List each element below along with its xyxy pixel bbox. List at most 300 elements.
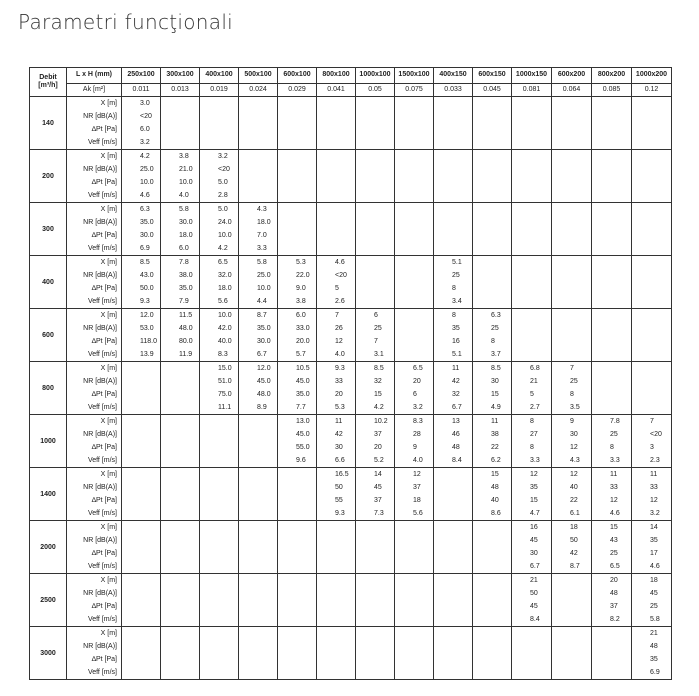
row-label: X [m] bbox=[100, 206, 117, 213]
row-labels bbox=[67, 362, 122, 415]
value-cell bbox=[552, 521, 592, 574]
row-label: Veff [m/s] bbox=[87, 457, 117, 464]
value-cell bbox=[356, 574, 395, 627]
cell-value: 46 bbox=[452, 431, 460, 438]
cell-value: 4.2 bbox=[374, 404, 384, 411]
cell-value: 10.0 bbox=[257, 285, 271, 292]
cell-value: 4.6 bbox=[140, 192, 150, 199]
value-cell bbox=[632, 97, 672, 150]
row-label: X [m] bbox=[100, 259, 117, 266]
cell-value: 48 bbox=[491, 484, 499, 491]
debit-label: Debit bbox=[39, 74, 57, 81]
cell-value: 9.3 bbox=[335, 510, 345, 517]
size-header: 800x200 bbox=[592, 68, 632, 84]
value-cell bbox=[434, 309, 473, 362]
cell-value: <20 bbox=[218, 166, 230, 173]
cell-value: 21 bbox=[530, 577, 538, 584]
cell-value: 4.6 bbox=[650, 563, 660, 570]
row-labels bbox=[67, 309, 122, 362]
value-cell bbox=[239, 627, 278, 680]
debit-value: 3000 bbox=[30, 627, 67, 680]
cell-value: 9.6 bbox=[296, 457, 306, 464]
row-labels bbox=[67, 627, 122, 680]
cell-value: 21 bbox=[650, 630, 658, 637]
cell-value: 4.0 bbox=[413, 457, 423, 464]
cell-value: 12.0 bbox=[140, 312, 154, 319]
cell-value: 25 bbox=[491, 325, 499, 332]
cell-value: 35 bbox=[530, 484, 538, 491]
value-cell bbox=[473, 627, 512, 680]
cell-value: 48 bbox=[650, 643, 658, 650]
cell-value: 5.1 bbox=[452, 351, 462, 358]
row-label: Veff [m/s] bbox=[87, 298, 117, 305]
value-cell bbox=[356, 415, 395, 468]
cell-value: 2.8 bbox=[218, 192, 228, 199]
cell-value: 6.2 bbox=[491, 457, 501, 464]
value-cell bbox=[632, 256, 672, 309]
row-label: NR [dB(A)] bbox=[83, 378, 117, 385]
value-cell bbox=[317, 627, 356, 680]
cell-value: 7 bbox=[335, 312, 339, 319]
cell-value: 22.0 bbox=[296, 272, 310, 279]
value-cell bbox=[200, 415, 239, 468]
value-cell bbox=[200, 256, 239, 309]
ak-value: 0.045 bbox=[473, 83, 512, 96]
cell-value: 10.0 bbox=[140, 179, 154, 186]
value-cell bbox=[473, 203, 512, 256]
table-row bbox=[30, 256, 672, 309]
cell-value: 32 bbox=[374, 378, 382, 385]
cell-value: 48 bbox=[452, 444, 460, 451]
cell-value: 80.0 bbox=[179, 338, 193, 345]
cell-value: 9 bbox=[570, 418, 574, 425]
cell-value: 5.2 bbox=[374, 457, 384, 464]
cell-value: 5 bbox=[530, 391, 534, 398]
value-cell bbox=[512, 415, 552, 468]
value-cell bbox=[239, 97, 278, 150]
value-cell bbox=[473, 415, 512, 468]
cell-value: 11 bbox=[610, 471, 618, 478]
row-label: X [m] bbox=[100, 524, 117, 531]
ak-value: 0.12 bbox=[632, 83, 672, 96]
cell-value: 6.5 bbox=[218, 259, 228, 266]
value-cell bbox=[512, 521, 552, 574]
table-row bbox=[30, 203, 672, 256]
cell-value: 75.0 bbox=[218, 391, 232, 398]
value-cell bbox=[512, 468, 552, 521]
value-cell bbox=[356, 203, 395, 256]
cell-value: 8.7 bbox=[257, 312, 267, 319]
cell-value: 12 bbox=[610, 497, 618, 504]
row-label: NR [dB(A)] bbox=[83, 166, 117, 173]
table-row bbox=[30, 150, 672, 203]
value-cell bbox=[356, 309, 395, 362]
value-cell bbox=[395, 362, 434, 415]
row-label: X [m] bbox=[100, 153, 117, 160]
cell-value: 12 bbox=[650, 497, 658, 504]
cell-value: 6.7 bbox=[257, 351, 267, 358]
cell-value: 40.0 bbox=[218, 338, 232, 345]
cell-value: 45.0 bbox=[296, 431, 310, 438]
ak-header: Ak [m²] bbox=[67, 83, 122, 96]
row-labels bbox=[67, 468, 122, 521]
cell-value: 25 bbox=[452, 272, 460, 279]
cell-value: 9 bbox=[413, 444, 417, 451]
value-cell bbox=[434, 256, 473, 309]
cell-value: 5.3 bbox=[296, 259, 306, 266]
cell-value: 28 bbox=[413, 431, 421, 438]
cell-value: 6.0 bbox=[140, 126, 150, 133]
debit-value: 300 bbox=[30, 203, 67, 256]
ak-value: 0.041 bbox=[317, 83, 356, 96]
cell-value: 38 bbox=[491, 431, 499, 438]
value-cell bbox=[632, 203, 672, 256]
value-cell bbox=[278, 256, 317, 309]
cell-value: 15 bbox=[530, 497, 538, 504]
value-cell bbox=[592, 627, 632, 680]
cell-value: 5.0 bbox=[218, 206, 228, 213]
value-cell bbox=[122, 468, 161, 521]
row-label: X [m] bbox=[100, 100, 117, 107]
cell-value: 20 bbox=[374, 444, 382, 451]
value-cell bbox=[552, 574, 592, 627]
cell-value: 118.0 bbox=[140, 338, 157, 345]
debit-value: 200 bbox=[30, 150, 67, 203]
cell-value: 22 bbox=[491, 444, 499, 451]
cell-value: 37 bbox=[374, 497, 382, 504]
cell-value: 48.0 bbox=[179, 325, 193, 332]
value-cell bbox=[434, 97, 473, 150]
value-cell bbox=[200, 150, 239, 203]
cell-value: 22 bbox=[570, 497, 578, 504]
cell-value: 35 bbox=[452, 325, 460, 332]
value-cell bbox=[161, 362, 200, 415]
value-cell bbox=[632, 362, 672, 415]
cell-value: 12 bbox=[413, 471, 421, 478]
cell-value: 17 bbox=[650, 550, 658, 557]
cell-value: 11 bbox=[650, 471, 658, 478]
value-cell bbox=[239, 574, 278, 627]
cell-value: 45 bbox=[530, 537, 538, 544]
cell-value: 6.8 bbox=[530, 365, 540, 372]
value-cell bbox=[632, 627, 672, 680]
value-cell bbox=[632, 521, 672, 574]
value-cell bbox=[395, 574, 434, 627]
value-cell bbox=[317, 521, 356, 574]
cell-value: 8 bbox=[452, 285, 456, 292]
value-cell bbox=[632, 415, 672, 468]
size-header: 300x100 bbox=[161, 68, 200, 84]
value-cell bbox=[473, 97, 512, 150]
value-cell bbox=[239, 309, 278, 362]
cell-value: 32.0 bbox=[218, 272, 232, 279]
value-cell bbox=[395, 309, 434, 362]
row-labels bbox=[67, 97, 122, 150]
ak-value: 0.075 bbox=[395, 83, 434, 96]
value-cell bbox=[434, 362, 473, 415]
table-row bbox=[30, 468, 672, 521]
cell-value: 3.3 bbox=[257, 245, 267, 252]
cell-value: 2.6 bbox=[335, 298, 345, 305]
cell-value: 3.2 bbox=[140, 139, 150, 146]
cell-value: 8.2 bbox=[610, 616, 620, 623]
row-label: NR [dB(A)] bbox=[83, 590, 117, 597]
cell-value: 4.4 bbox=[257, 298, 267, 305]
cell-value: 42 bbox=[452, 378, 460, 385]
cell-value: 25 bbox=[610, 431, 618, 438]
cell-value: 4.3 bbox=[570, 457, 580, 464]
cell-value: 35.0 bbox=[179, 285, 193, 292]
value-cell bbox=[592, 415, 632, 468]
row-label: Veff [m/s] bbox=[87, 510, 117, 517]
cell-value: 5.6 bbox=[413, 510, 423, 517]
value-cell bbox=[317, 362, 356, 415]
value-cell bbox=[356, 521, 395, 574]
cell-value: 5.6 bbox=[218, 298, 228, 305]
value-cell bbox=[122, 574, 161, 627]
cell-value: 6.0 bbox=[179, 245, 189, 252]
cell-value: 8.5 bbox=[140, 259, 150, 266]
table-row bbox=[30, 521, 672, 574]
row-label: X [m] bbox=[100, 630, 117, 637]
cell-value: 8.3 bbox=[218, 351, 228, 358]
value-cell bbox=[239, 362, 278, 415]
value-cell bbox=[122, 203, 161, 256]
cell-value: 48 bbox=[610, 590, 618, 597]
value-cell bbox=[278, 203, 317, 256]
value-cell bbox=[200, 362, 239, 415]
cell-value: 8 bbox=[491, 338, 495, 345]
cell-value: 15 bbox=[610, 524, 618, 531]
cell-value: 10.0 bbox=[179, 179, 193, 186]
cell-value: 12 bbox=[570, 471, 578, 478]
cell-value: 30 bbox=[335, 444, 343, 451]
value-cell bbox=[200, 97, 239, 150]
value-cell bbox=[473, 150, 512, 203]
cell-value: 15.0 bbox=[218, 365, 232, 372]
cell-value: 25.0 bbox=[257, 272, 271, 279]
cell-value: 11 bbox=[452, 365, 460, 372]
table-row bbox=[30, 627, 672, 680]
row-label: ∆Pt [Pa] bbox=[91, 126, 117, 133]
debit-value: 140 bbox=[30, 97, 67, 150]
cell-value: 35 bbox=[650, 537, 658, 544]
cell-value: 33 bbox=[335, 378, 343, 385]
value-cell bbox=[592, 468, 632, 521]
row-labels bbox=[67, 574, 122, 627]
cell-value: 51.0 bbox=[218, 378, 232, 385]
cell-value: 7.3 bbox=[374, 510, 384, 517]
cell-value: 6.5 bbox=[610, 563, 620, 570]
cell-value: 37 bbox=[610, 603, 618, 610]
value-cell bbox=[512, 309, 552, 362]
value-cell bbox=[632, 468, 672, 521]
cell-value: 25 bbox=[610, 550, 618, 557]
cell-value: 40 bbox=[570, 484, 578, 491]
value-cell bbox=[434, 627, 473, 680]
ak-value: 0.033 bbox=[434, 83, 473, 96]
debit-value: 2000 bbox=[30, 521, 67, 574]
value-cell bbox=[278, 627, 317, 680]
ak-value: 0.024 bbox=[239, 83, 278, 96]
value-cell bbox=[200, 203, 239, 256]
value-cell bbox=[278, 521, 317, 574]
value-cell bbox=[317, 468, 356, 521]
row-label: NR [dB(A)] bbox=[83, 431, 117, 438]
value-cell bbox=[395, 97, 434, 150]
table-row bbox=[30, 415, 672, 468]
cell-value: 55 bbox=[335, 497, 343, 504]
cell-value: 5 bbox=[335, 285, 339, 292]
value-cell bbox=[356, 468, 395, 521]
cell-value: 35.0 bbox=[257, 325, 271, 332]
size-header: 1000x200 bbox=[632, 68, 672, 84]
cell-value: 30 bbox=[570, 431, 578, 438]
value-cell bbox=[161, 256, 200, 309]
cell-value: 6.6 bbox=[335, 457, 345, 464]
cell-value: 37 bbox=[374, 431, 382, 438]
ak-value: 0.013 bbox=[161, 83, 200, 96]
row-label: X [m] bbox=[100, 418, 117, 425]
value-cell bbox=[592, 150, 632, 203]
value-cell bbox=[552, 150, 592, 203]
cell-value: 5.3 bbox=[335, 404, 345, 411]
row-label: ∆Pt [Pa] bbox=[91, 391, 117, 398]
value-cell bbox=[473, 362, 512, 415]
cell-value: 25 bbox=[650, 603, 658, 610]
cell-value: <20 bbox=[650, 431, 662, 438]
value-cell bbox=[122, 521, 161, 574]
cell-value: 7.0 bbox=[257, 232, 267, 239]
cell-value: 30 bbox=[491, 378, 499, 385]
cell-value: 10.0 bbox=[218, 312, 232, 319]
cell-value: 33 bbox=[650, 484, 658, 491]
cell-value: 3.0 bbox=[140, 100, 150, 107]
row-label: ∆Pt [Pa] bbox=[91, 285, 117, 292]
cell-value: 33.0 bbox=[296, 325, 310, 332]
value-cell bbox=[552, 203, 592, 256]
size-header: 800x100 bbox=[317, 68, 356, 84]
cell-value: 12 bbox=[530, 471, 538, 478]
cell-value: 26 bbox=[335, 325, 343, 332]
cell-value: 16.5 bbox=[335, 471, 349, 478]
size-header: 400x150 bbox=[434, 68, 473, 84]
value-cell bbox=[512, 627, 552, 680]
cell-value: 24.0 bbox=[218, 219, 232, 226]
cell-value: 21.0 bbox=[179, 166, 193, 173]
cell-value: 3.5 bbox=[570, 404, 580, 411]
cell-value: 30.0 bbox=[257, 338, 271, 345]
value-cell bbox=[592, 309, 632, 362]
value-cell bbox=[592, 203, 632, 256]
row-label: X [m] bbox=[100, 312, 117, 319]
cell-value: 8.6 bbox=[491, 510, 501, 517]
cell-value: 16 bbox=[530, 524, 538, 531]
row-label: Veff [m/s] bbox=[87, 192, 117, 199]
cell-value: 9.3 bbox=[140, 298, 150, 305]
page-title: Parametri funcţionali bbox=[18, 10, 234, 34]
cell-value: 16 bbox=[452, 338, 460, 345]
ak-value: 0.011 bbox=[122, 83, 161, 96]
cell-value: 18 bbox=[570, 524, 578, 531]
cell-value: <20 bbox=[335, 272, 347, 279]
value-cell bbox=[632, 150, 672, 203]
value-cell bbox=[395, 627, 434, 680]
table-row bbox=[30, 362, 672, 415]
cell-value: 8 bbox=[610, 444, 614, 451]
value-cell bbox=[552, 256, 592, 309]
row-label: ∆Pt [Pa] bbox=[91, 232, 117, 239]
cell-value: 6.9 bbox=[650, 669, 660, 676]
debit-value: 1400 bbox=[30, 468, 67, 521]
cell-value: 20 bbox=[610, 577, 618, 584]
cell-value: 15 bbox=[491, 471, 499, 478]
cell-value: 6.1 bbox=[570, 510, 580, 517]
value-cell bbox=[592, 97, 632, 150]
row-label: NR [dB(A)] bbox=[83, 219, 117, 226]
value-cell bbox=[122, 97, 161, 150]
cell-value: 30 bbox=[530, 550, 538, 557]
row-labels bbox=[67, 256, 122, 309]
cell-value: 5.8 bbox=[650, 616, 660, 623]
cell-value: 13 bbox=[452, 418, 460, 425]
cell-value: 2.7 bbox=[530, 404, 540, 411]
size-header: 600x200 bbox=[552, 68, 592, 84]
row-labels bbox=[67, 415, 122, 468]
ak-value: 0.085 bbox=[592, 83, 632, 96]
value-cell bbox=[395, 521, 434, 574]
row-label: ∆Pt [Pa] bbox=[91, 179, 117, 186]
value-cell bbox=[632, 574, 672, 627]
cell-value: 10.2 bbox=[374, 418, 388, 425]
value-cell bbox=[473, 309, 512, 362]
cell-value: 50 bbox=[530, 590, 538, 597]
size-header: 600x150 bbox=[473, 68, 512, 84]
row-label: Veff [m/s] bbox=[87, 139, 117, 146]
value-cell bbox=[512, 256, 552, 309]
cell-value: 8.7 bbox=[570, 563, 580, 570]
value-cell bbox=[395, 468, 434, 521]
value-cell bbox=[552, 468, 592, 521]
cell-value: 50 bbox=[570, 537, 578, 544]
ak-value: 0.05 bbox=[356, 83, 395, 96]
value-cell bbox=[239, 203, 278, 256]
size-header: 1500x100 bbox=[395, 68, 434, 84]
cell-value: 8 bbox=[530, 418, 534, 425]
cell-value: 11.1 bbox=[218, 404, 232, 411]
cell-value: 8.4 bbox=[452, 457, 462, 464]
cell-value: 35 bbox=[650, 656, 658, 663]
row-label: ∆Pt [Pa] bbox=[91, 550, 117, 557]
row-label: NR [dB(A)] bbox=[83, 325, 117, 332]
cell-value: 10.0 bbox=[218, 232, 232, 239]
cell-value: 7.8 bbox=[610, 418, 620, 425]
cell-value: 21 bbox=[530, 378, 538, 385]
lxh-header: L x H (mm) bbox=[67, 68, 122, 84]
cell-value: 15 bbox=[491, 391, 499, 398]
cell-value: 20 bbox=[335, 391, 343, 398]
value-cell bbox=[552, 627, 592, 680]
value-cell bbox=[200, 521, 239, 574]
row-label: Veff [m/s] bbox=[87, 616, 117, 623]
table-body bbox=[30, 97, 672, 680]
size-header: 500x100 bbox=[239, 68, 278, 84]
cell-value: 48.0 bbox=[257, 391, 271, 398]
cell-value: 3.4 bbox=[452, 298, 462, 305]
cell-value: 8 bbox=[530, 444, 534, 451]
cell-value: 55.0 bbox=[296, 444, 310, 451]
cell-value: 5.0 bbox=[218, 179, 228, 186]
